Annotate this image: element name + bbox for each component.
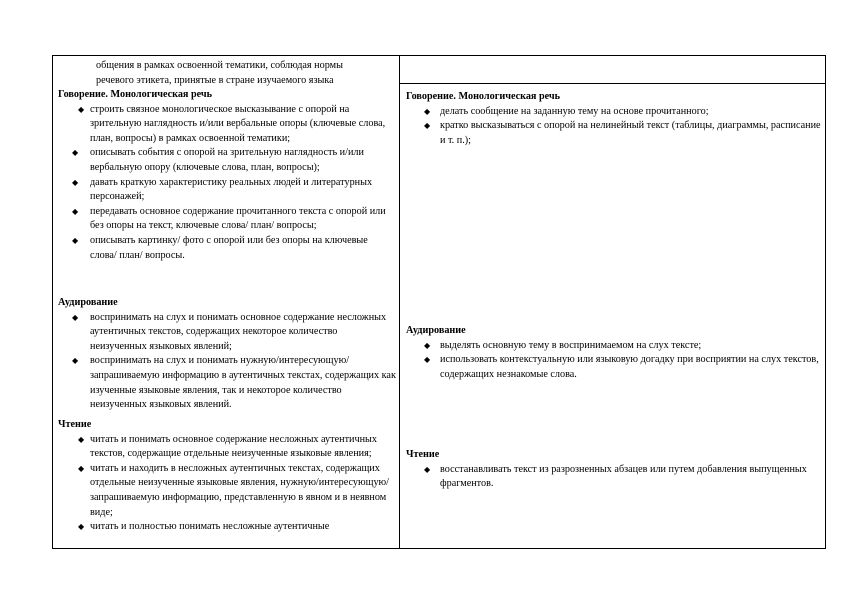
section-heading: Чтение <box>406 449 440 460</box>
list-item: ◆ кратко высказываться с опорой на нелинейный текст (таблицы, диаграммы, расписание и т. п.); <box>424 120 821 146</box>
bullet-icon: ◆ <box>78 463 85 473</box>
bullet-icon: ◆ <box>424 106 431 116</box>
list-item: ◆ давать краткую характеристику реальных людей и литературных персонажей; <box>72 176 373 203</box>
right-speaking-section <box>406 90 821 148</box>
bullet-icon: ◆ <box>72 356 79 366</box>
left-speaking-section <box>58 88 396 263</box>
intro-continuation <box>58 59 434 88</box>
intro-line: общения в рамках освоенной тематики, соблюдая нормы <box>96 60 343 71</box>
section-heading: Говорение. Монологическая речь <box>58 89 213 100</box>
left-listening-section <box>58 296 396 413</box>
left-reading-section <box>58 418 396 535</box>
bullet-icon: ◆ <box>78 104 85 114</box>
list-item: ◆ воспринимать на слух и понимать основное содержание несложных аутентичных текстов, содержащих некоторое количество неизученных языковых явлений; <box>72 311 387 352</box>
section-heading: Говорение. Монологическая речь <box>406 91 561 102</box>
list-item: ◆ воспринимать на слух и понимать нужную/интересующую/ запрашиваемую информацию в аутентичных текстах, содержащих как изученные языковые явления, так и некоторое количество неизученных языковых явлений. <box>72 355 396 411</box>
bullet-icon: ◆ <box>78 434 85 444</box>
list-item: ◆ описывать картинку/ фото с опорой или без опоры на ключевые слова/ план/ вопросы. <box>72 234 368 261</box>
column-divider <box>399 56 400 548</box>
bullet-icon: ◆ <box>72 206 79 216</box>
section-heading: Аудирование <box>406 325 466 336</box>
list-item: ◆ использовать контекстуальную или языковую догадку при восприятии на слух текстов, содержащих незнакомые слова. <box>424 354 819 380</box>
right-listening-section <box>406 324 821 382</box>
bullet-icon: ◆ <box>72 312 79 322</box>
bullet-icon: ◆ <box>424 340 431 350</box>
list-item: ◆ читать и находить в несложных аутентичных текстах, содержащих отдельные неизученные языковые явления, нужную/интересующую/ запрашиваемую информацию, представленную в явном и в неявном виде; <box>78 462 389 518</box>
bullet-icon: ◆ <box>424 464 431 474</box>
section-heading: Чтение <box>58 419 92 430</box>
bullet-icon: ◆ <box>72 235 79 245</box>
section-heading: Аудирование <box>58 297 118 308</box>
bullet-icon: ◆ <box>72 148 79 158</box>
intro-line: речевого этикета, принятые в стране изучаемого языка <box>96 74 334 86</box>
list-item: ◆ выделять основную тему в воспринимаемом на слух тексте; <box>406 339 821 354</box>
content-table <box>52 55 826 549</box>
list-item: ◆ делать сообщение на заданную тему на основе прочитанного; <box>406 105 821 120</box>
row-divider <box>399 83 825 84</box>
list-item: ◆ читать и понимать основное содержание несложных аутентичных текстов, содержащие отдельные неизученные языковые явления; <box>78 433 377 460</box>
list-item: ◆ описывать события с опорой на зрительную наглядность и/или вербальную опору (ключевые слова, план, вопросы); <box>72 147 364 173</box>
right-reading-section <box>406 448 821 492</box>
list-item: ◆ восстанавливать текст из разрозненных абзацев или путем добавления выпущенных фрагментов. <box>424 463 807 490</box>
bullet-icon: ◆ <box>78 522 85 532</box>
bullet-icon: ◆ <box>424 355 431 365</box>
list-item: ◆ строить связное монологическое высказывание с опорой на зрительную наглядность и/или вербальные опоры (ключевые слова, план, вопросы) в рамках освоенной тематики; <box>78 103 386 144</box>
list-item: ◆ читать и полностью понимать несложные аутентичные <box>58 520 396 535</box>
bullet-icon: ◆ <box>72 177 79 187</box>
list-item: ◆ передавать основное содержание прочитанного текста с опорой или без опоры на текст, ключевые слова/ план/ вопросы; <box>72 205 386 232</box>
bullet-icon: ◆ <box>424 121 431 131</box>
